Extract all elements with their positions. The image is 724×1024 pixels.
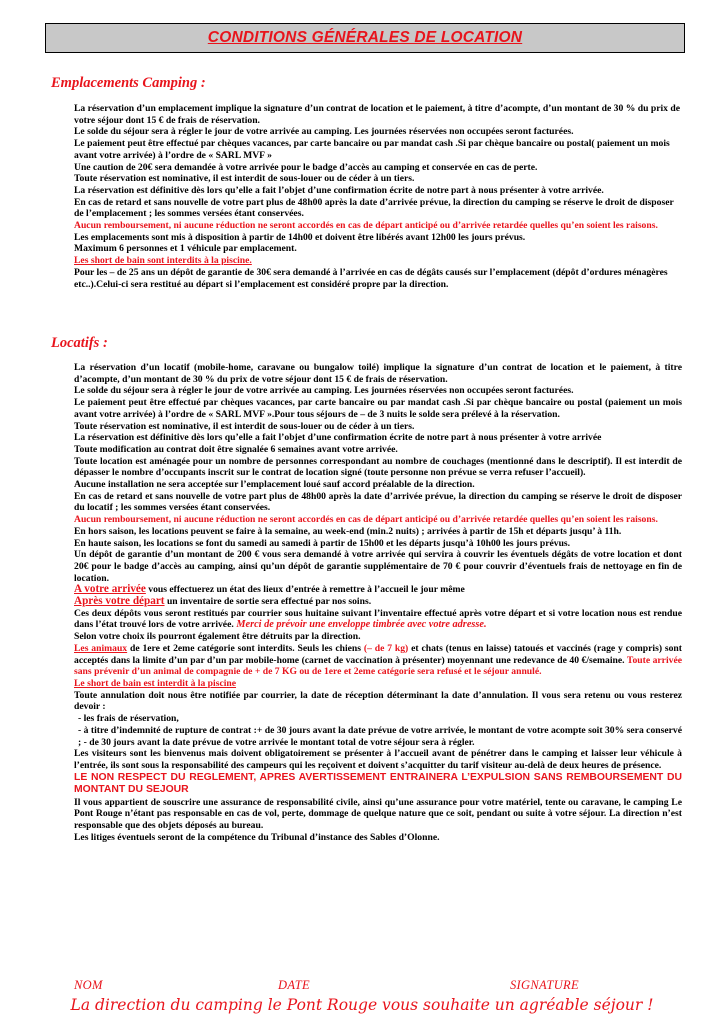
locatifs-paragraph: La réservation est définitive dès lors qu’elle a fait l’objet d’une confirmation écrite de notre part à nous présenter à votre arrivée — [74, 432, 602, 444]
camping-paragraph: En cas de retard et sans nouvelle de votre part plus de 48h00 après la date d’arrivée prévue, la direction du camping se réserve le droit de disposer de l’emplacement ; les sommes versées étant conservées. — [74, 196, 674, 220]
camping-paragraph: Toute réservation est nominative, il est interdit de sous-louer ou de céder à un tiers. — [74, 173, 415, 185]
visitors-paragraph: Les visiteurs sont les bienvenus mais doivent obligatoirement se présenter à l’accueil avant de pénétrer dans le camping et laisser leur véhicule à l’entrée, ils sont sous la responsabilité des campeurs qui les reçoivent et doivent s’acquitter du tarif visiteur au-delà de deux heures de présence. — [74, 748, 682, 771]
envelope-note: Merci de prévoir une enveloppe timbrée avec votre adresse. — [233, 619, 487, 631]
locatifs-paragraph: Aucune installation ne sera acceptée sur l’emplacement loué sauf accord préalable de la direction. — [74, 479, 475, 491]
animals-paragraph — [74, 643, 682, 678]
locatifs-paragraph: Selon votre choix ils pourront également être détruits par la direction. — [74, 631, 361, 643]
no-refund-notice: Aucun remboursement, ni aucune réduction ne seront accordés en cas de départ anticipé ou d’arrivée retardée quelles qu’en soient les raisons. — [74, 514, 658, 526]
deposit-return-text: Ces deux dépôts vous seront restitués par courrier sous huitaine suivant l’inventaire effectué après votre départ et si votre location nous est rendue dans l’état trouvé lors de votre arrivée. — [74, 607, 682, 631]
signature-field-nom: NOM — [74, 978, 103, 992]
animals-weight-limit: (– de 7 kg) — [363, 642, 409, 654]
cancellation-paragraph: Toute annulation doit nous être notifiée par courrier, la date de réception déterminant la date d’annulation. Il vous sera retenu ou vous resterez devoir : — [74, 689, 682, 713]
locatifs-paragraph: En hors saison, les locations peuvent se faire à la semaine, au week-end (min.2 nuits) ; arrivées à partir de 15h et départs jusqu’ à 11h. — [74, 525, 622, 537]
animals-label: Les animaux — [74, 642, 128, 654]
locatifs-paragraph: Un dépôt de garantie d’un montant de 200 € vous sera demandé à votre arrivée qui servira à couvrir les éventuels dégâts de votre location et dont 20€ pour le badge d’accès au camping, ainsi qu’un dépôt de garantie supplémentaire de 70 € pour couvrir d’éventuels frais de nettoyage en fin de location. — [74, 549, 682, 584]
expulsion-warning: LE NON RESPECT DU REGLEMENT, APRES AVERTISSEMENT ENTRAINERA L’EXPULSION SANS REMBOURSEMENT DU MONTANT DU SEJOUR — [74, 771, 682, 796]
camping-paragraph: Une caution de 20€ sera demandée à votre arrivée pour le badge d’accès au camping et conservée en cas de perte. — [74, 161, 538, 173]
arrival-label: A votre arrivée — [74, 583, 146, 596]
locatifs-paragraph: La réservation d’un locatif (mobile-home, caravane ou bungalow toilé) implique la signature d’un contrat de location et le paiement, à titre d’acompte, d’un montant de 30 % du prix de votre séjour dont 15 € de frais de réservation. — [74, 362, 682, 385]
camping-paragraph: Le solde du séjour sera à régler le jour de votre arrivée au camping. Les journées réservées non occupées seront facturées. — [74, 126, 574, 138]
camping-paragraph: Maximum 6 personnes et 1 véhicule par emplacement. — [74, 243, 297, 255]
camping-paragraph: Les emplacements sont mis à disposition à partir de 14h00 et doivent être libérés avant 12h00 les jours prévus. — [74, 231, 526, 243]
camping-paragraph: Le paiement peut être effectué par chèques vacances, par carte bancaire ou par mandat cash .Si par chèque bancaire ou postal( paiement un mois avant votre arrivée) à l’ordre de « SARL MVF » — [74, 138, 670, 161]
locatifs-paragraph: En haute saison, les locations se font du samedi au samedi à partir de 15h00 et les départs jusqu’à 10h00 les jours prévus. — [74, 537, 571, 549]
departure-line — [74, 596, 682, 608]
camping-paragraph: Pour les – de 25 ans un dépôt de garantie de 30€ sera demandé à l’arrivée en cas de dégâts causés sur l’emplacement (dépôt d’ordures ménagères etc..).Celui-ci sera restitué au départ si l’emplacement est considéré propre par la direction. — [74, 266, 668, 290]
animals-text: et chats (tenus en laisse) tatoués et vaccinés (rage y compris) sont acceptés dans la limite d’un par d’un par mobile-home (carnet de vaccination à présenter) moyennant une redevance de 40 €/semaine. — [74, 642, 682, 666]
deposit-return-paragraph — [74, 608, 682, 631]
signature-field-signature: SIGNATURE — [510, 978, 579, 992]
locatifs-paragraph: Toute location est aménagée pour un nombre de personnes correspondant au nombre de couchages (mentionné dans le descriptif). Il est interdit de dépasser le nombre d’occupants inscrit sur le contrat de location signé (toute personne non prévue se verra refuser l’accueil). — [74, 455, 682, 479]
locatifs-paragraph: Toute réservation est nominative, il est interdit de sous-louer ou de céder à un tiers. — [74, 420, 415, 432]
camping-paragraph: La réservation d’un emplacement implique la signature d’un contrat de location et le paiement, à titre d’acompte, d’un montant de 30 % du prix de votre séjour dont 15 € de frais de réservation. — [74, 103, 680, 126]
section-heading-camping: Emplacements Camping : — [51, 75, 206, 91]
locatifs-paragraph: Toute modification au contrat doit être signalée 6 semaines avant votre arrivée. — [74, 443, 398, 455]
pool-rule: Le short de bain est interdit à la piscine — [74, 677, 237, 689]
departure-text: un inventaire de sortie sera effectué par nos soins. — [164, 596, 372, 608]
signature-field-date: DATE — [278, 978, 310, 992]
camping-section — [74, 103, 682, 290]
document-title: CONDITIONS GÉNÉRALES DE LOCATION — [207, 29, 523, 46]
litigation-paragraph: Les litiges éventuels seront de la compétence du Tribunal d’instance des Sables d’Olonne. — [74, 831, 440, 843]
pool-rule: Les short de bain sont interdits à la piscine. — [74, 255, 252, 267]
arrival-text: vous effectuerez un état des lieux d’entrée à remettre à l’accueil le jour même — [145, 584, 465, 596]
document-title-box — [45, 23, 685, 53]
cancellation-list-item: - les frais de réservation, — [78, 713, 179, 725]
cancellation-list-item: - à titre d’indemnité de rupture de contrat :+ de 30 jours avant la date prévue de votre arrivée, le montant de votre acompte soit 30% sera conservé ; - de 30 jours avant la date prévue de votre arrivée le montant total de votre séjour sera à régler. — [78, 724, 682, 748]
closing-slogan: La direction du camping le Pont Rouge vous souhaite un agréable séjour ! — [70, 996, 654, 1014]
locatifs-paragraph: Le paiement peut être effectué par chèques vacances, par carte bancaire ou par mandat cash .Si par chèque bancaire ou postal (paiement un mois avant votre arrivée) à l’ordre de « SARL MVF ».Pour tous séjours de – de 3 nuits le solde sera prélevé à la réservation. — [74, 397, 682, 420]
locatifs-section — [74, 362, 682, 843]
camping-paragraph: La réservation est définitive dès lors qu’elle a fait l’objet d’une confirmation écrite de notre part à nous présenter à votre arrivée. — [74, 184, 604, 196]
locatifs-paragraph: Le solde du séjour sera à régler le jour de votre arrivée au camping. Les journées réservées non occupées seront facturées. — [74, 385, 574, 397]
animals-warning: Toute arrivée sans prévenir d’un animal de compagnie de + de 7 KG ou de 1ere et 2eme catégorie sera refusé et le séjour annulé. — [74, 654, 682, 678]
departure-label: Après votre départ — [74, 595, 165, 608]
insurance-paragraph: Il vous appartient de souscrire une assurance de responsabilité civile, ainsi qu’une assurance pour votre matériel, tente ou caravane, le camping Le Pont Rouge n’étant pas responsable en cas de vol, perte, dommage de quelque nature que ce soit, pendant ou suite à votre séjour. La direction n’est responsable que des objets déposés au bureau. — [74, 796, 682, 832]
arrival-line — [74, 584, 682, 596]
section-heading-locatifs: Locatifs : — [51, 335, 108, 351]
no-refund-notice: Aucun remboursement, ni aucune réduction ne seront accordés en cas de départ anticipé ou d’arrivée retardée quelles qu’en soient les raisons. — [74, 220, 658, 232]
locatifs-paragraph: En cas de retard et sans nouvelle de votre part plus de 48h00 après la date d’arrivée prévue, la direction du camping se réserve le droit de disposer du locatif ; les sommes versées étant conservées. — [74, 490, 682, 514]
animals-text: de 1ere et 2eme catégorie sont interdits. Seuls les chiens — [127, 642, 364, 654]
